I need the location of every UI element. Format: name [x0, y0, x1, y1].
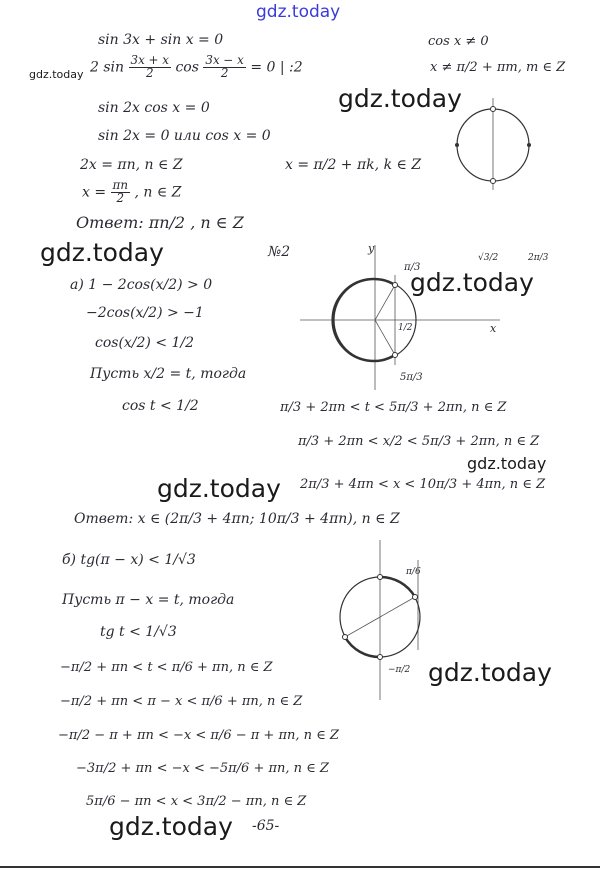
- equation-line: [90, 55, 303, 80]
- equation-line: Пусть π − x = t, тогда: [62, 592, 235, 608]
- equation-line: −2cos(x/2) > −1: [86, 305, 204, 321]
- point-label: 2π/3: [528, 253, 549, 263]
- equation-text: x =: [82, 184, 107, 201]
- equation-line: sin 3x + sin x = 0: [98, 32, 224, 48]
- unit-circle-diagram: [450, 98, 540, 190]
- point-label: π/6: [406, 567, 421, 577]
- equation-line: tg t < 1/√3: [100, 624, 177, 640]
- bottom-edge-line: [0, 866, 600, 868]
- excluded-point: [491, 107, 496, 112]
- equation-line: 2π/3 + 4πn < x < 10π/3 + 4πn, n ∈ Z: [300, 477, 546, 492]
- watermark-small-left: gdz.today: [29, 68, 84, 81]
- point-label: π/3: [404, 262, 421, 273]
- answer-line: Ответ: x ∈ (2π/3 + 4πn; 10π/3 + 4πn), n ∈ Z: [74, 511, 400, 527]
- watermark: gdz.today: [338, 84, 462, 113]
- equation-line: 5π/6 − πn < x < 3π/2 − πn, n ∈ Z: [86, 794, 307, 809]
- equation-line: cos t < 1/2: [122, 398, 199, 414]
- axis-label: y: [368, 242, 375, 255]
- excluded-point: [378, 575, 383, 580]
- equation-line: π/3 + 2πn < t < 5π/3 + 2πn, n ∈ Z: [280, 400, 507, 415]
- equation-line: cos(x/2) < 1/2: [95, 335, 195, 351]
- point: [413, 595, 418, 600]
- equation-text: 2 sin: [90, 59, 125, 76]
- unit-circle-diagram: [330, 540, 450, 700]
- page-number: -65-: [252, 818, 280, 834]
- watermark: gdz.today: [428, 658, 552, 687]
- equation-line: −π/2 − π + πn < −x < π/6 − π + πn, n ∈ Z: [58, 728, 339, 743]
- side-note: cos x ≠ 0: [428, 34, 489, 49]
- solution-arc: [380, 577, 415, 597]
- top-watermark: gdz.today: [256, 2, 341, 22]
- problem-number: №2: [268, 244, 291, 260]
- point-label: −π/2: [388, 665, 411, 675]
- point: [343, 635, 348, 640]
- equation-line: а) 1 − 2cos(x/2) > 0: [70, 277, 213, 293]
- point-label: √3/2: [478, 253, 499, 263]
- fraction: $\frac{\pi n}{2}$: [112, 178, 129, 205]
- radius-line: [375, 320, 395, 355]
- point-label: 1/2: [398, 323, 413, 333]
- excluded-point: [393, 353, 398, 358]
- watermark: gdz.today: [157, 474, 281, 503]
- watermark: gdz.today: [109, 812, 233, 841]
- equation-text: cos: [175, 59, 199, 76]
- point: [527, 143, 531, 147]
- watermark: gdz.today: [40, 238, 164, 267]
- equation-line: x = π/2 + πk, k ∈ Z: [285, 157, 422, 173]
- radius-line: [375, 285, 395, 320]
- equation-line: 2x = πn, n ∈ Z: [80, 157, 183, 173]
- watermark: gdz.today: [410, 268, 534, 297]
- equation-line: sin 2x = 0 или cos x = 0: [98, 128, 271, 144]
- equation-line: Пусть x/2 = t, тогда: [90, 366, 247, 382]
- equation-line: −π/2 + πn < π − x < π/6 + πn, n ∈ Z: [60, 694, 303, 709]
- equation-line: sin 2x cos x = 0: [98, 100, 210, 116]
- solution-arc: [345, 637, 380, 657]
- answer-line: Ответ: πn/2 , n ∈ Z: [76, 213, 244, 232]
- point: [455, 143, 459, 147]
- fraction: $\frac{3x - x}{2}$: [205, 53, 244, 80]
- fraction: $\frac{3x + x}{2}$: [130, 53, 169, 80]
- equation-line: −3π/2 + πn < −x < −5π/6 + πn, n ∈ Z: [76, 761, 329, 776]
- unit-circle-diagram: [300, 240, 560, 390]
- equation-line: [82, 180, 181, 205]
- excluded-point: [378, 655, 383, 660]
- axis-label: x: [490, 322, 497, 335]
- equation-line: −π/2 + πn < t < π/6 + πn, n ∈ Z: [60, 660, 273, 675]
- equation-line: б) tg(π − x) < 1/√3: [62, 552, 196, 568]
- equation-text: , n ∈ Z: [134, 184, 182, 201]
- point-label: 5π/3: [400, 372, 423, 383]
- excluded-point: [393, 283, 398, 288]
- equation-text: = 0 | :2: [250, 59, 303, 76]
- equation-line: π/3 + 2πn < x/2 < 5π/3 + 2πn, n ∈ Z: [298, 434, 540, 449]
- excluded-point: [491, 179, 496, 184]
- side-note: x ≠ π/2 + πm, m ∈ Z: [430, 60, 566, 75]
- watermark: gdz.today: [467, 454, 547, 473]
